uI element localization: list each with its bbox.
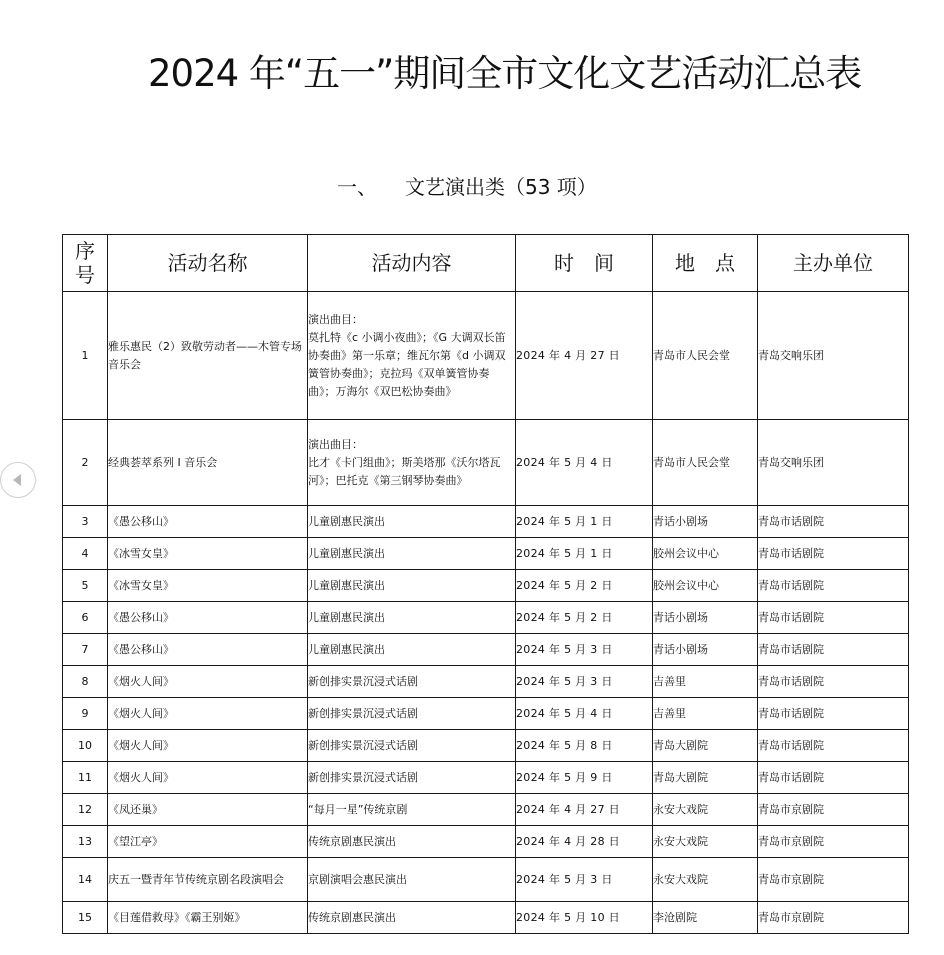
page-title: 2024 年“五一”期间全市文化文艺活动汇总表	[148, 52, 862, 95]
activity-content-cell	[308, 902, 516, 934]
activity-name-cell: 《烟火人间》	[108, 762, 308, 794]
table-row	[63, 538, 909, 570]
location-cell: 吉善里	[653, 666, 758, 698]
location-cell: 李沧剧院	[653, 902, 758, 934]
row-number: 8	[63, 666, 108, 698]
row-number: 11	[63, 762, 108, 794]
header-time: 时 间	[516, 235, 653, 292]
table-row	[63, 634, 909, 666]
time-cell: 2024 年 5 月 3 日	[516, 858, 653, 902]
activity-content-cell	[308, 570, 516, 602]
activity-name-cell: 《愚公移山》	[108, 634, 308, 666]
section-label: 文艺演出类（53 项）	[405, 175, 597, 199]
host-cell: 青岛市话剧院	[758, 730, 909, 762]
host-cell: 青岛市话剧院	[758, 570, 909, 602]
host-cell: 青岛市京剧院	[758, 826, 909, 858]
table-row	[63, 420, 909, 506]
header-activity-name: 活动名称	[108, 235, 308, 292]
time-cell: 2024 年 5 月 1 日	[516, 506, 653, 538]
table-row	[63, 762, 909, 794]
time-cell: 2024 年 5 月 2 日	[516, 602, 653, 634]
content-line: 传统京剧惠民演出	[308, 834, 396, 848]
activity-name-cell: 《愚公移山》	[108, 506, 308, 538]
activity-content-cell	[308, 538, 516, 570]
row-number: 10	[63, 730, 108, 762]
activity-content-cell	[308, 634, 516, 666]
activity-name-cell: 《望江亭》	[108, 826, 308, 858]
location-cell: 永安大戏院	[653, 794, 758, 826]
content-line: 儿童剧惠民演出	[308, 514, 385, 528]
time-cell: 2024 年 5 月 4 日	[516, 420, 653, 506]
activity-name-cell: 《烟火人间》	[108, 730, 308, 762]
section-heading	[337, 170, 597, 204]
time-cell: 2024 年 5 月 4 日	[516, 698, 653, 730]
activity-content-cell	[308, 858, 516, 902]
content-line: 传统京剧惠民演出	[308, 910, 396, 924]
row-number: 12	[63, 794, 108, 826]
host-cell: 青岛市话剧院	[758, 602, 909, 634]
content-line: 新创排实景沉浸式话剧	[308, 770, 418, 784]
location-cell: 青话小剧场	[653, 634, 758, 666]
activity-content-cell	[308, 826, 516, 858]
table-row	[63, 292, 909, 420]
host-cell: 青岛市京剧院	[758, 858, 909, 902]
row-number: 7	[63, 634, 108, 666]
table-row	[63, 902, 909, 934]
content-line: 新创排实景沉浸式话剧	[308, 738, 418, 752]
activity-content-cell	[308, 762, 516, 794]
chevron-left-icon	[13, 474, 21, 486]
content-line: 儿童剧惠民演出	[308, 610, 385, 624]
time-cell: 2024 年 5 月 10 日	[516, 902, 653, 934]
time-cell: 2024 年 5 月 1 日	[516, 538, 653, 570]
content-line: 比才《卡门组曲》；斯美塔那《沃尔塔瓦河》；巴托克《第三钢琴协奏曲》	[308, 455, 501, 487]
activity-content-cell	[308, 730, 516, 762]
time-cell: 2024 年 5 月 8 日	[516, 730, 653, 762]
activity-name-cell: 雅乐惠民（2）致敬劳动者——木管专场音乐会	[108, 292, 308, 420]
host-cell: 青岛市话剧院	[758, 634, 909, 666]
table-row	[63, 698, 909, 730]
host-cell: 青岛市京剧院	[758, 902, 909, 934]
row-number: 1	[63, 292, 108, 420]
activity-content-cell	[308, 666, 516, 698]
activities-table	[62, 234, 909, 934]
time-cell: 2024 年 5 月 2 日	[516, 570, 653, 602]
host-cell: 青岛市话剧院	[758, 698, 909, 730]
header-number: 序 号	[63, 235, 108, 292]
content-line: 新创排实景沉浸式话剧	[308, 674, 418, 688]
prev-page-button[interactable]	[0, 462, 36, 498]
activity-content-cell	[308, 794, 516, 826]
content-line: 演出曲目：	[308, 312, 363, 326]
header-host: 主办单位	[758, 235, 909, 292]
content-line: 莫扎特《c 小调小夜曲》；《G 大调双长笛协奏曲》第一乐章；维瓦尔第《d 小调双簧管协奏曲》；克拉玛《双单簧管协奏曲》；万海尔《双巴松协奏曲》	[308, 330, 506, 398]
location-cell: 胶州会议中心	[653, 538, 758, 570]
activity-content-cell	[308, 420, 516, 506]
row-number: 14	[63, 858, 108, 902]
activity-content-cell	[308, 292, 516, 420]
host-cell: 青岛市京剧院	[758, 794, 909, 826]
section-number: 一、	[337, 175, 377, 199]
activity-name-cell: 《凤还巢》	[108, 794, 308, 826]
activity-name-cell: 经典荟萃系列 I 音乐会	[108, 420, 308, 506]
content-line: 新创排实景沉浸式话剧	[308, 706, 418, 720]
row-number: 9	[63, 698, 108, 730]
time-cell: 2024 年 5 月 3 日	[516, 634, 653, 666]
table-row	[63, 858, 909, 902]
activity-name-cell: 《冰雪女皇》	[108, 570, 308, 602]
content-line: “每月一星”传统京剧	[308, 802, 408, 816]
location-cell: 青话小剧场	[653, 506, 758, 538]
table-row	[63, 666, 909, 698]
table-row	[63, 826, 909, 858]
time-cell: 2024 年 4 月 27 日	[516, 292, 653, 420]
time-cell: 2024 年 5 月 3 日	[516, 666, 653, 698]
content-line: 演出曲目：	[308, 437, 363, 451]
activity-content-cell	[308, 698, 516, 730]
location-cell: 永安大戏院	[653, 858, 758, 902]
content-line: 儿童剧惠民演出	[308, 578, 385, 592]
activity-name-cell: 庆五一暨青年节传统京剧名段演唱会	[108, 858, 308, 902]
time-cell: 2024 年 4 月 27 日	[516, 794, 653, 826]
table-row	[63, 506, 909, 538]
row-number: 2	[63, 420, 108, 506]
location-cell: 吉善里	[653, 698, 758, 730]
activity-name-cell: 《烟火人间》	[108, 698, 308, 730]
location-cell: 胶州会议中心	[653, 570, 758, 602]
host-cell: 青岛交响乐团	[758, 292, 909, 420]
activity-name-cell: 《目莲借救母》《霸王别姬》	[108, 902, 308, 934]
content-line: 京剧演唱会惠民演出	[308, 872, 407, 886]
row-number: 13	[63, 826, 108, 858]
activity-name-cell: 《烟火人间》	[108, 666, 308, 698]
activity-content-cell	[308, 602, 516, 634]
table-row	[63, 570, 909, 602]
header-activity-content: 活动内容	[308, 235, 516, 292]
location-cell: 青岛市人民会堂	[653, 420, 758, 506]
row-number: 15	[63, 902, 108, 934]
activity-name-cell: 《冰雪女皇》	[108, 538, 308, 570]
activity-name-cell: 《愚公移山》	[108, 602, 308, 634]
header-location: 地 点	[653, 235, 758, 292]
time-cell: 2024 年 4 月 28 日	[516, 826, 653, 858]
host-cell: 青岛市话剧院	[758, 666, 909, 698]
host-cell: 青岛交响乐团	[758, 420, 909, 506]
host-cell: 青岛市话剧院	[758, 538, 909, 570]
location-cell: 青岛市人民会堂	[653, 292, 758, 420]
row-number: 4	[63, 538, 108, 570]
host-cell: 青岛市话剧院	[758, 762, 909, 794]
table-row	[63, 602, 909, 634]
row-number: 5	[63, 570, 108, 602]
host-cell: 青岛市话剧院	[758, 506, 909, 538]
content-line: 儿童剧惠民演出	[308, 642, 385, 656]
table-row	[63, 730, 909, 762]
table-header-row	[63, 235, 909, 292]
location-cell: 青岛大剧院	[653, 730, 758, 762]
location-cell: 青岛大剧院	[653, 762, 758, 794]
row-number: 6	[63, 602, 108, 634]
table-row	[63, 794, 909, 826]
content-line: 儿童剧惠民演出	[308, 546, 385, 560]
location-cell: 永安大戏院	[653, 826, 758, 858]
row-number: 3	[63, 506, 108, 538]
location-cell: 青话小剧场	[653, 602, 758, 634]
activity-content-cell	[308, 506, 516, 538]
time-cell: 2024 年 5 月 9 日	[516, 762, 653, 794]
